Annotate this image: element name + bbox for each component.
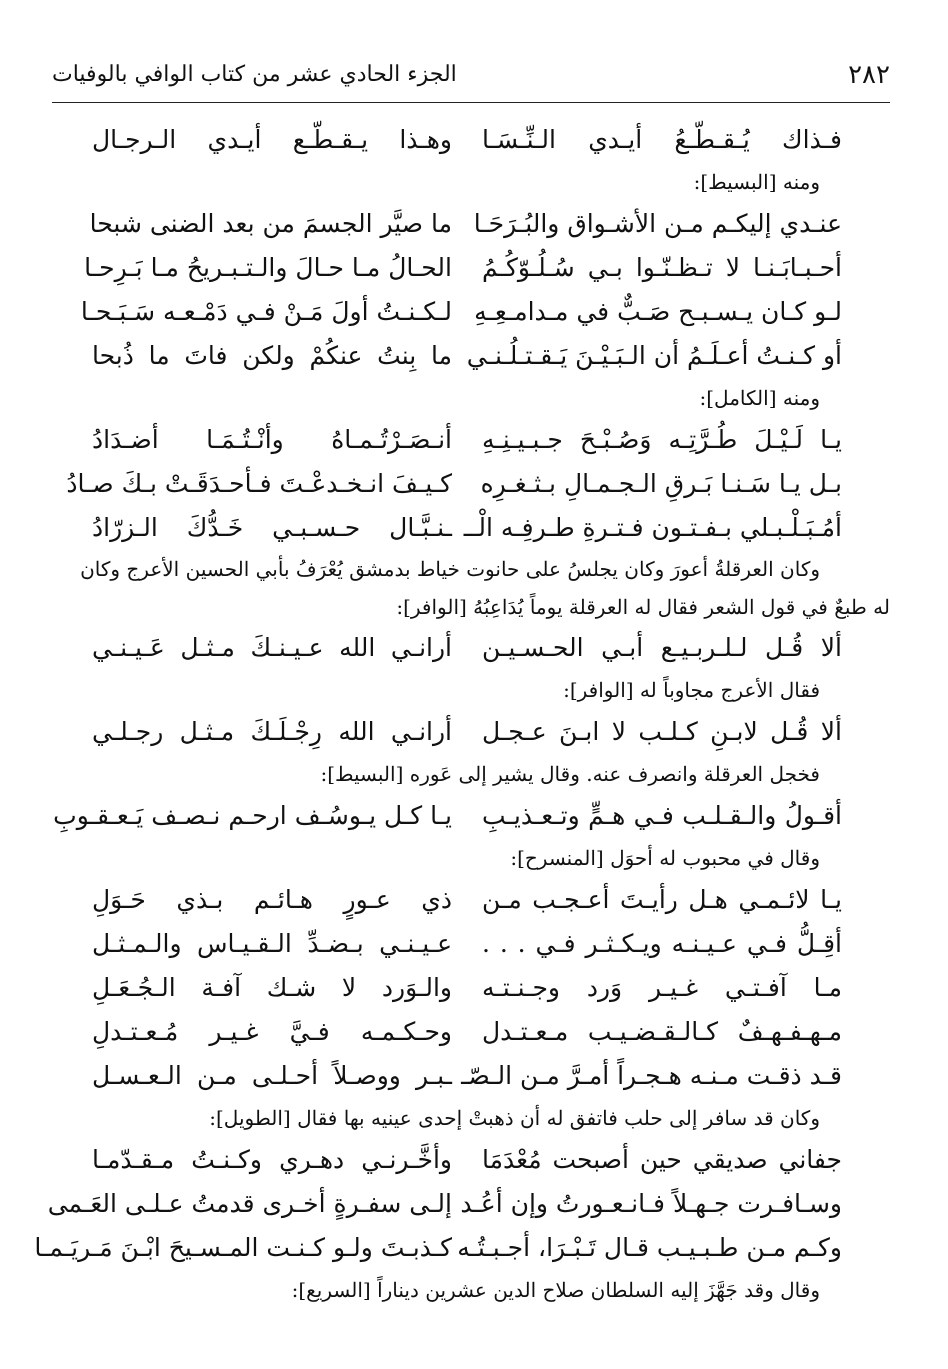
verse-second-hemistich: وهـذا يـقـطّـع أيـدي الـرجـال (92, 125, 452, 154)
prose-line: له طبعٌ في قول الشعر فقال له العرقلة يوماً يُدَاعِبُهُ [الوافر]: (396, 595, 890, 619)
page-header (52, 60, 890, 96)
meter-label: وقال في محبوب له أحوَل [المنسرح]: (510, 846, 820, 870)
verse-line (50, 290, 842, 334)
verse-first-hemistich: وسـافـرت جـهـلاً فـانـعـورتُ وإن أعُـد (460, 1189, 842, 1218)
verse-second-hemistich: وحـكـمـه فـيَّ غـيـر مُـعـتـدلِ (92, 1017, 452, 1046)
prose-line: وكان العرقلةُ أعورَ وكان يجلسُ على حانوت خياط بدمشق يُعْرَفُ بأبي الحسين الأعرج وكان (80, 557, 820, 581)
verse-line (47, 1182, 842, 1226)
verse-first-hemistich: يـا لائـمـي هـل رأيـتَ أعـجـب مـن (482, 885, 842, 914)
verse-line (50, 202, 842, 246)
verse-first-hemistich: أمُـبَـلْـبـلي بـفـتـون فـتـرةِ طـرفِـه الْــ (463, 513, 842, 542)
verse-second-hemistich: ـبـر ووصـلاً أحـلـى مـن الـعـسـل (92, 1061, 452, 1090)
verse-first-hemistich: عنـدي إليكـم مـن الأشـواق والبُـرَحَـا (473, 209, 842, 238)
header-rule (52, 102, 890, 103)
verse-line (50, 710, 842, 754)
meter-label: فخجل العرقلة وانصرف عنه. وقال يشير إلى عَوره [البسيط]: (320, 762, 820, 786)
running-title: الجزء الحادي عشر من كتاب الوافي بالوفيات (52, 62, 457, 87)
verse-line (50, 922, 842, 966)
verse-first-hemistich: مـا آفـتـي غـيـر وَرد وجـنـتـه (482, 973, 842, 1002)
verse-line (50, 1054, 842, 1098)
verse-line (50, 118, 842, 162)
verse-second-hemistich: إلـى سفـرةٍ أخـرى قدمتُ عـلـى العَـمى (47, 1189, 452, 1218)
verse-first-hemistich: يـا لَـيْـلَ طُـرَّتِـه وَصُـبْـحَ جـبـيـنِـهِ (482, 425, 842, 454)
verse-second-hemistich: لـكـنـتُ أولَ مَـنْ فـي دَمْـعـه سَـبَـحـا (80, 297, 452, 326)
verse-line (50, 418, 842, 462)
verse-line (50, 246, 842, 290)
verse-second-hemistich: عـيـنـي بـضـدِّ الـقـيـاس والـمـثـل (92, 929, 452, 958)
verse-line (50, 506, 842, 550)
verse-second-hemistich: ما بِنتُ عنكُمْ ولكن فاتَ ما ذُبحا (92, 341, 452, 370)
verse-second-hemistich: الحـالُ مـا حـالَ والـتـبـريحُ مـا بَـرِحـا (84, 253, 452, 282)
verse-second-hemistich: كـيـفَ انـخـدعْـتَ فـأحـدَقَـتْ بـكَ صـادُ (66, 469, 452, 498)
verse-line (50, 626, 842, 670)
verse-first-hemistich: قـد ذقـت مـنـه هـجـراً أمـرَّ مـن الـصّـ (461, 1061, 842, 1090)
verse-first-hemistich: مـهـفـهـفٌ كـالـقـضـيـب مـعـتـدل (482, 1017, 842, 1046)
verse-line (50, 1010, 842, 1054)
verse-line (50, 794, 842, 838)
verse-second-hemistich: كـذبـتَ ولـو كـنـت المـسـيحَ ابْـنَ مَـريَـمـا (34, 1233, 452, 1262)
verse-second-hemistich: وأخَّـرنـي دهـري وكـنـتُ مـقـدّمـا (92, 1145, 452, 1174)
verse-second-hemistich: ما صيَّر الجسمَ من بعد الضنى شبحا (89, 209, 452, 238)
page-number: ٢٨٢ (848, 60, 890, 90)
verse-first-hemistich: لـو كـان يـسـبـح صَـبٌّ في مـدامـعِـهِ (474, 297, 842, 326)
page-body (34, 118, 890, 1310)
verse-first-hemistich: ألا قُـل لـلـربـيـع أبـي الحـسـيـن (482, 633, 842, 662)
meter-label: ومنه [الكامل]: (699, 386, 820, 410)
verse-line (50, 334, 842, 378)
verse-line (50, 878, 842, 922)
meter-label: فقال الأعرج مجاوباً له [الوافر]: (563, 678, 820, 702)
verse-line (50, 966, 842, 1010)
verse-line (50, 462, 842, 506)
verse-second-hemistich: أنـصَـرْتُـمـاهُ وأنْـتُـمَـا أضـدَادُ (92, 425, 452, 454)
verse-first-hemistich: بـل يـا سَـنـا بَـرقِ الـجـمـالِ بـثـغـرِه (480, 469, 842, 498)
verse-line (34, 1226, 842, 1270)
verse-first-hemistich: وكـم مـن طـبـيـب قـال تَـبْـرَا، أجـبـتُـه (457, 1233, 842, 1262)
verse-first-hemistich: أو كـنـتُ أعـلَـمُ أن الـبَـيْـنَ يَـقـتـلُـنـي (466, 341, 842, 370)
verse-second-hemistich: أرانـي الله رِجْـلَـكَ مـثـل رجـلـي (92, 717, 452, 746)
meter-label: ومنه [البسيط]: (693, 170, 820, 194)
verse-first-hemistich: أقِـلُّ فـي عـيـنـه ويـكـثـر فـي . . . (482, 929, 842, 958)
verse-first-hemistich: أقـولُ والـقـلـب فـي هـمٍّ وتـعـذيـبِ (482, 801, 842, 830)
verse-first-hemistich: جفاني صديقي حين أصبحت مُعْدَمَا (482, 1145, 842, 1174)
verse-line (50, 1138, 842, 1182)
verse-first-hemistich: ألا قُـل لابـنِ كـلـب لا ابـنَ عـجـل (482, 717, 842, 746)
verse-second-hemistich: ـنـبَّـال حـسـبـي خَـدُّكَ الـزرّادُ (92, 513, 452, 542)
verse-second-hemistich: ذي عـورٍ هـائـم بـذي حَـوَلِ (92, 885, 452, 914)
verse-second-hemistich: أرانـي الله عـيـنـكَ مـثـل عَـيـنـي (92, 633, 452, 662)
meter-label: وقال وقد جَهَّزَ إليه السلطان صلاح الدين عشرين ديناراً [السريع]: (291, 1278, 820, 1302)
verse-first-hemistich: أحـبـابَـنـا لا تـظـنّـوا بـي سُـلُـوّكُـمُ (482, 253, 842, 282)
verse-first-hemistich: فـذاك يُـقـطّـعُ أيـدي الـنِّـسَـا (482, 125, 842, 154)
verse-second-hemistich: والـوَرد لا شـك آفـة الـجُـعَـلِ (92, 973, 452, 1002)
verse-second-hemistich: يـا كـل يـوسُـف ارحـم نـصـف يَـعـقـوبِ (53, 801, 452, 830)
meter-label: وكان قد سافر إلى حلب فاتفق له أن ذهبتْ إحدى عينيه بها فقال [الطويل]: (209, 1106, 820, 1130)
